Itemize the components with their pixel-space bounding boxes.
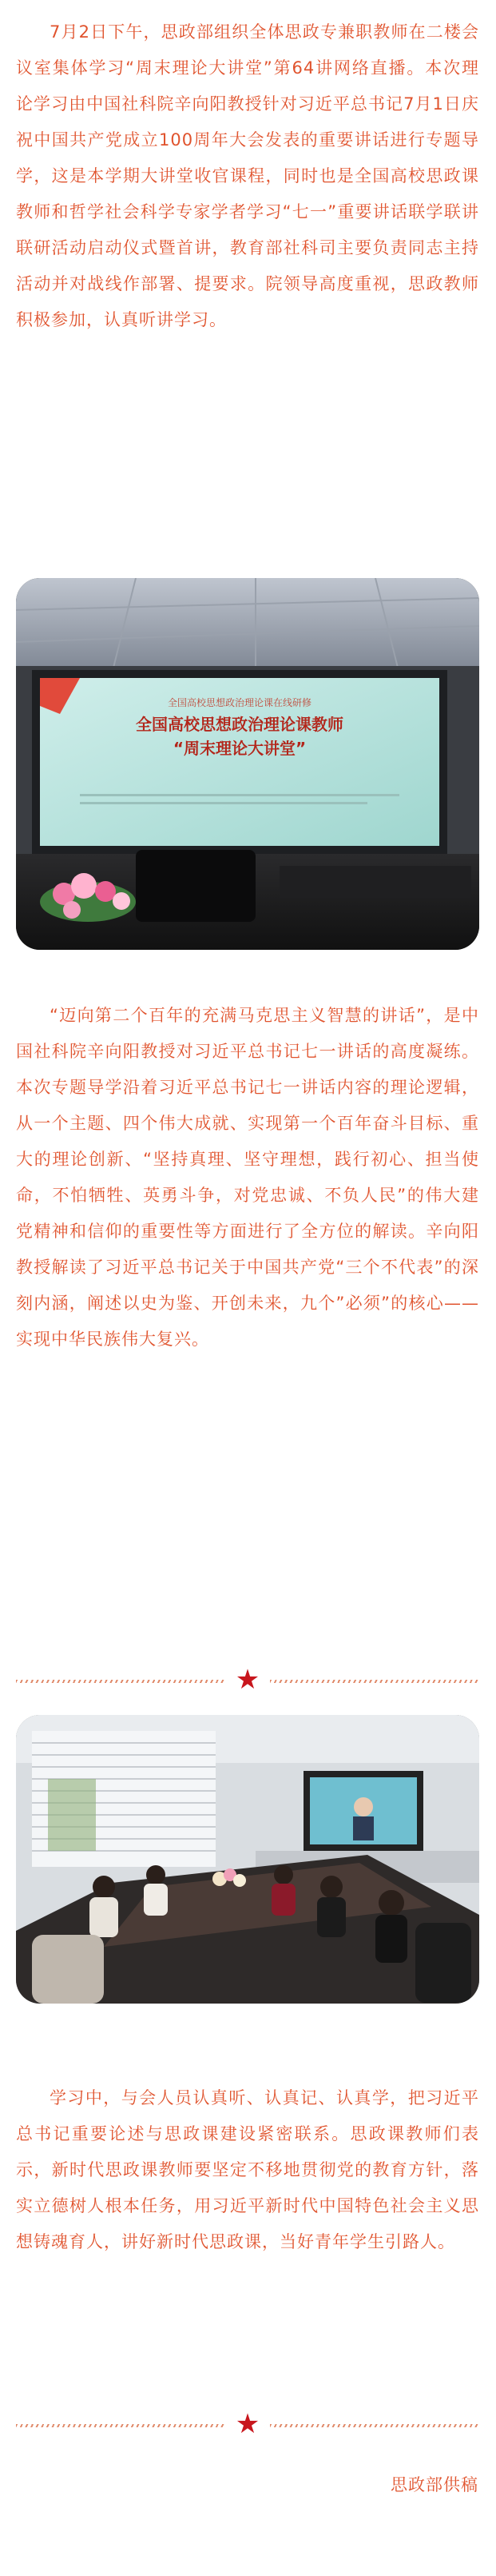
- article-paragraph-3: 学习中，与会人员认真听、认真记、认真学，把习近平总书记重要论述与思政课建设紧密联系。思政课教师们表示，新时代思政课教师要坚定不移地贯彻党的教育方针，落实立德树人根本任务，用习近平新时代中国特色社会主义思想铸魂育人，讲好新时代思政课，当好青年学生引路人。: [16, 2088, 479, 2251]
- lecture-projection-photo: [16, 578, 479, 950]
- red-star-icon: ★: [235, 1664, 260, 1696]
- slide-title: 全国高校思想政治理论课教师: [136, 715, 343, 734]
- meeting-room-photo: [16, 1715, 479, 2004]
- article-paragraph-1: 7月2日下午，思政部组织全体思政专兼职教师在二楼会议室集体学习“周末理论大讲堂”第64讲网络直播。本次理论学习由中国社科院辛向阳教授针对习近平总书记7月1日庆祝中国共产党成立100周年大会发表的重要讲话进行专题导学，这是本学期大讲堂收官课程，同时也是全国高校思政课教师和哲学社会科学专家学者学习“七一”重要讲话联学联讲联研活动启动仪式暨首讲，教育部社科司主要负责同志主持活动并对战线作部署、提要求。院领导高度重视，思政教师积极参加，认真听讲学习。: [16, 22, 479, 329]
- section-divider: [16, 2408, 479, 2440]
- divider-line-left: [16, 1680, 225, 1683]
- article-paragraph-2: “迈向第二个百年的充满马克思主义智慧的讲话”，是中国社科院辛向阳教授对习近平总书记七一讲话的高度凝练。本次专题导学沿着习近平总书记七一讲话内容的理论逻辑，从一个主题、四个伟大成就、实现第一个百年奋斗目标、重大的理论创新、“坚持真理、坚守理想，践行初心、担当使命，不怕牺牲、英勇斗争，对党忠诚、不负人民”的伟大建党精神和信仰的重要性等方面进行了全方位的解读。辛向阳教授解读了习近平总书记关于中国共产党“三个不代表”的深刻内涵，阐述以史为鉴、开创未来，九个”必须”的核心——实现中华民族伟大复兴。: [16, 1006, 479, 1349]
- divider-line-right: [270, 2424, 479, 2427]
- divider-line-right: [270, 1680, 479, 1683]
- article-signature: 思政部供稿: [391, 2475, 478, 2494]
- window-blinds: [32, 1731, 216, 1867]
- red-star-icon: ★: [235, 2408, 260, 2440]
- slide-subtitle: “周末理论大讲堂”: [173, 739, 307, 758]
- meeting-room-image: [16, 1715, 479, 2004]
- lecture-projection-image: [16, 578, 479, 950]
- divider-line-left: [16, 2424, 225, 2427]
- slide-top-line: 全国高校思想政治理论课在线研修: [167, 697, 312, 708]
- section-divider: [16, 1664, 479, 1696]
